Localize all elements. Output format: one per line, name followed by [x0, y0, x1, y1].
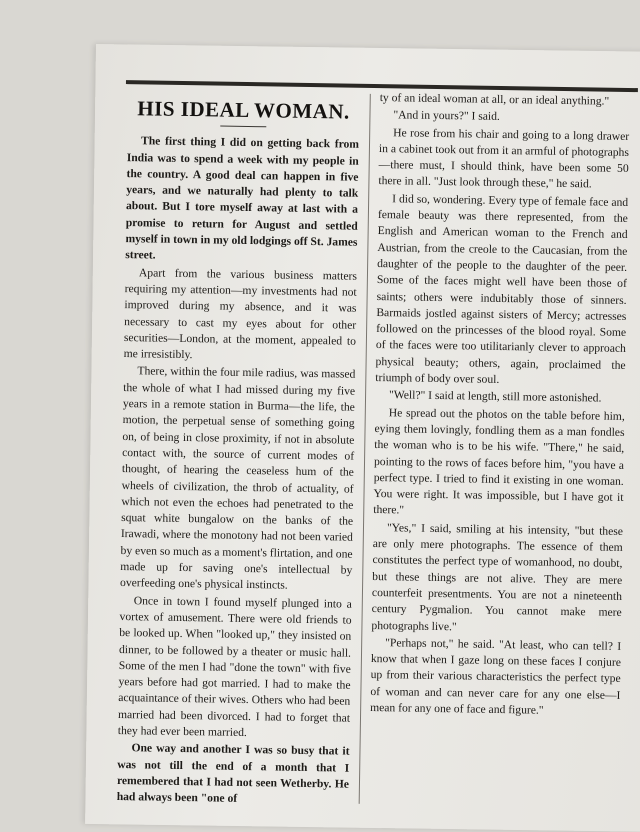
paragraph: I did so, wondering. Every type of female face and female beauty was there represented, from the English and American woman to the French and Austrian, from the creole to the Caucasian, from the daughter of the people to the daughter of the peer. Some of the faces might well have been those of saints; others were indubitably those of sinners. Barmaids jostled against sisters of Mercy; actresses followed on the princesses of the blood royal. Some of the faces were too utilitarianly clever to approach physical beauty; others, again, proclaimed the triumph of body over soul.	[375, 192, 629, 387]
paragraph: There, within the four mile radius, was massed the whole of what I had missed during my five years in a remote station in Burma—the life, the motion, the perpetual sense of something going on, of being in close proximity, if not in absolute contact with, the source of current modes of thought, of hearing the ceaseless hum of the wheels of civilization, the throb of actuality, of which not even the echoes had penetrated to the squat white bungalow on the banks of the Irawadi, where the monotony had not been varied by even so much as a moment's flirtation, and one made up for saving one's intellectual by overfeeding one's physical instincts.	[119, 364, 356, 592]
right-column	[370, 90, 630, 721]
paragraph: Once in town I found myself plunged into a vortex of amusement. There were old friends to be looked up. When "looked up," they insisted on dinner, to be followed by a theater or music hall. Some of the men I had "done the town" with five years before had got married. I had to make the acquaintance of their wives. Others who had been married had been divorced. I had to forget that they had ever been married.	[117, 593, 352, 740]
paragraph: The first thing I did on getting back from India was to spend a week with my people in the country. A good deal can happen in five years, and we naturally had plenty to talk about. But I tore myself away at last with a promise to return for August and settled myself in town in my old lodgings off St. James street.	[125, 134, 360, 262]
paragraph: Apart from the various business matters requiring my attention—my investments had not improved during my absence, and it was necessary to cast my eyes about for other securities—London, at the moment, appealed to me irresistibly.	[123, 265, 358, 362]
paragraph: "Yes," I said, smiling at his intensity, "but these are only mere photographs. The essence of them constitutes the perfect type of womanhood, no doubt, but these things are not alive. They are mere counterfeit presentments. You are not a nineteenth century Pygmalion. You cannot make mere photographs live."	[371, 520, 624, 633]
newspaper-page	[111, 80, 640, 808]
paragraph: He spread out the photos on the table before him, eying them lovingly, fondling them as a man fondles the woman who is to be his wife. "There," he said, pointing to the rows of faces before him, "you have a perfect type. I tried to find it existing in one woman. You were right. It was impossible, but I have got it there."	[373, 405, 625, 517]
paragraph: He rose from his chair and going to a long drawer in a cabinet took out from it an armful of photographs—there must, I should think, have been some 50 there in all. "Just look through these," he said.	[378, 125, 630, 191]
headline-rule	[220, 126, 266, 128]
paragraph: "And in yours?" I said.	[393, 108, 500, 124]
paragraph: One way and another I was so busy that it was not till the end of a month that I remembered that I had not seen Wetherby. He had always been "one of	[116, 741, 350, 806]
article-headline: HIS IDEAL WOMAN.	[137, 96, 350, 124]
paragraph: ty of an ideal woman at all, or an ideal anything."	[379, 91, 610, 108]
column-rule	[359, 94, 371, 804]
paragraph: "Perhaps not," he said. "At least, who can tell? I know that when I gaze long on these faces I conjure up from their various characteristics the perfect type of woman and can never care for any one else—I mean for any one of face and figure."	[370, 636, 622, 717]
left-column	[117, 94, 360, 810]
paragraph: "Well?" I said at length, still more astonished.	[388, 388, 602, 405]
